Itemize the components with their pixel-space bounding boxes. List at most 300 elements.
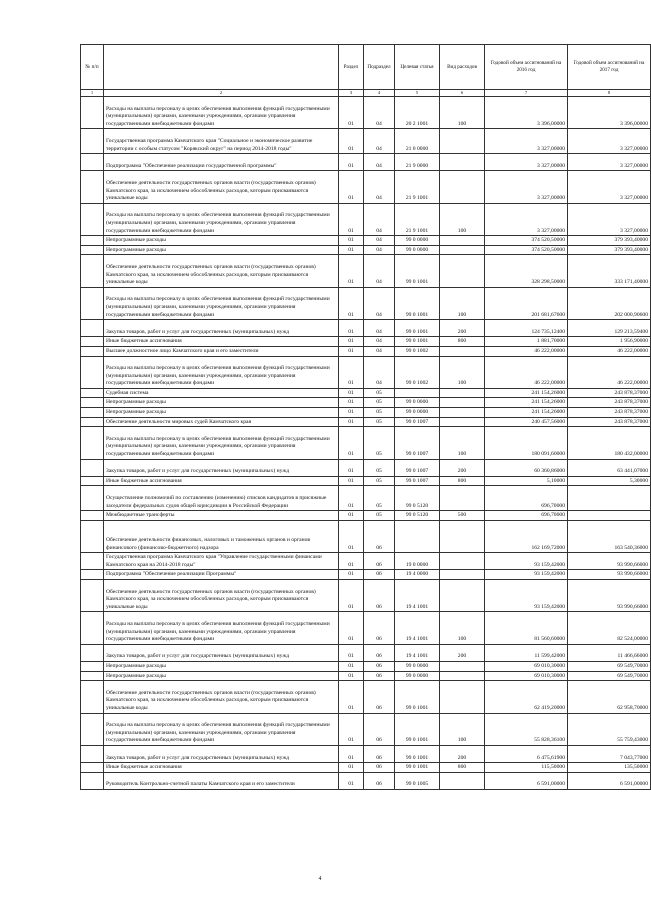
cell-name: Закупка товаров, работ и услуг для государственных (муниципальных) нужд [104,644,339,661]
cell-num [81,388,104,398]
cell-amount-2016: 55 828,36100 [485,713,568,745]
table-row [81,612,651,644]
cell-section: 01 [339,520,364,552]
table-row [81,97,651,129]
cell-amount-2017: 46 222,00000 [568,346,651,356]
cell-num [81,681,104,713]
cell-expense-type [440,553,485,570]
cell-num [81,129,104,154]
table-row [81,745,651,762]
cell-num [81,486,104,511]
cell-section: 01 [339,255,364,287]
cell-subsection: 04 [364,97,395,129]
cell-subsection: 06 [364,713,395,745]
cell-subsection: 04 [364,320,395,337]
cell-expense-type [440,681,485,713]
cell-section: 01 [339,236,364,246]
cell-amount-2017: 243 878,37000 [568,398,651,408]
cell-expense-type: 100 [440,612,485,644]
cell-amount-2016: 69 010,30000 [485,661,568,671]
cell-num [81,236,104,246]
cell-target-article: 19 4 1001 [395,644,440,661]
cell-target-article: 21 9 1001 [395,203,440,235]
cell-target-article: 99 0 0000 [395,671,440,681]
table-row [81,661,651,671]
column-number: 2 [104,90,339,97]
table-row [81,417,651,427]
cell-expense-type: 100 [440,203,485,235]
cell-subsection: 05 [364,388,395,398]
cell-num [81,713,104,745]
cell-amount-2017: 46 222,00000 [568,356,651,388]
cell-amount-2017: 62 958,70000 [568,681,651,713]
cell-name: Обеспечение деятельности финансовых, налоговых и таможенных органов и органов финансового (финансово-бюджетного) надзора [104,520,339,552]
cell-num [81,356,104,388]
cell-expense-type: 800 [440,337,485,347]
table-row [81,236,651,246]
cell-expense-type [440,398,485,408]
cell-amount-2017: 163 540,36000 [568,520,651,552]
cell-expense-type [440,772,485,789]
cell-amount-2016: 3 396,00000 [485,97,568,129]
cell-amount-2016: 6 475,61900 [485,745,568,762]
cell-amount-2017: 1 956,90000 [568,337,651,347]
cell-num [81,417,104,427]
table-row [81,154,651,171]
cell-amount-2016: 3 327,00000 [485,154,568,171]
cell-subsection: 04 [364,287,395,319]
cell-target-article: 21 9 1001 [395,171,440,203]
cell-expense-type: 200 [440,320,485,337]
cell-amount-2017: 3 327,00000 [568,129,651,154]
cell-section: 01 [339,763,364,773]
cell-name: Подпрограмма "Обеспечение реализации государственной программы" [104,154,339,171]
cell-target-article: 99 0 1001 [395,681,440,713]
cell-target-article: 99 0 0000 [395,408,440,418]
budget-table [80,44,651,790]
table-row [81,255,651,287]
cell-name: Государственная программа Камчатского края "Управление государственными финансами Камчатского края на 2014-2018 годы" [104,553,339,570]
cell-target-article: 21 9 0000 [395,154,440,171]
column-number-row [81,90,651,97]
table-row [81,171,651,203]
cell-num [81,671,104,681]
cell-name: Высшее должностное лицо Камчатского края и его заместители [104,346,339,356]
cell-name: Обеспечение деятельности государственных органов власти (государственных органов) Камчатского края, за исключением обособленных расходов, которым присваиваются уникальные коды [104,255,339,287]
cell-expense-type: 100 [440,713,485,745]
cell-expense-type [440,661,485,671]
cell-target-article: 99 0 1007 [395,427,440,459]
cell-section: 01 [339,203,364,235]
cell-section: 01 [339,570,364,580]
column-number: 5 [395,90,440,97]
cell-expense-type [440,486,485,511]
cell-name: Иные бюджетные ассигнования [104,476,339,486]
cell-target-article: 99 0 0000 [395,236,440,246]
cell-amount-2016: 328 298,50000 [485,255,568,287]
cell-target-article: 99 0 1002 [395,356,440,388]
cell-subsection: 05 [364,476,395,486]
cell-subsection: 06 [364,612,395,644]
cell-amount-2017: 243 878,37000 [568,388,651,398]
cell-expense-type [440,520,485,552]
cell-amount-2016: 241 154,26000 [485,408,568,418]
cell-num [81,553,104,570]
cell-amount-2017: 93 990,66000 [568,580,651,612]
cell-section: 01 [339,476,364,486]
cell-target-article: 99 0 1002 [395,346,440,356]
cell-amount-2017: 379 393,40000 [568,245,651,255]
column-number: 1 [81,90,104,97]
table-row [81,398,651,408]
header-num: № п/п [81,45,104,90]
cell-name: Непрограммные расходы [104,245,339,255]
cell-target-article [395,388,440,398]
cell-name: Обеспечение деятельности государственных органов власти (государственных органов) Камчатского края, за исключением обособленных расходов, которым присваиваются уникальные коды [104,171,339,203]
cell-target-article: 99 0 0000 [395,398,440,408]
cell-amount-2017: 69 549,70000 [568,661,651,671]
table-row [81,356,651,388]
table-row [81,203,651,235]
cell-name: Непрограммные расходы [104,408,339,418]
header-target: Целевая статья [395,45,440,90]
cell-name: Закупка товаров, работ и услуг для государственных (муниципальных) нужд [104,459,339,476]
cell-subsection: 05 [364,511,395,521]
cell-target-article: 99 0 1005 [395,772,440,789]
cell-expense-type [440,417,485,427]
table-row [81,644,651,661]
cell-amount-2017: 63 441,07000 [568,459,651,476]
cell-target-article: 99 0 0000 [395,661,440,671]
cell-target-article: 99 0 1001 [395,287,440,319]
cell-amount-2016: 180 091,60000 [485,427,568,459]
cell-num [81,763,104,773]
header-exptype: Вид расходов [440,45,485,90]
cell-amount-2016: 696,70000 [485,511,568,521]
table-row [81,772,651,789]
cell-section: 01 [339,171,364,203]
table-row [81,320,651,337]
cell-expense-type: 500 [440,511,485,521]
cell-num [81,570,104,580]
table-row [81,476,651,486]
cell-amount-2016: 69 010,30000 [485,671,568,681]
cell-expense-type: 200 [440,644,485,661]
column-number: 6 [440,90,485,97]
cell-amount-2016: 6 591,00000 [485,772,568,789]
cell-name: Расходы на выплаты персоналу в целях обеспечения выполнения функций государственными (муниципальными) органами, казенными учреждениями, органами управления государственными внебюджетными фондами [104,97,339,129]
cell-section: 01 [339,681,364,713]
header-2016: Годовой объем ассигнований на 2016 год [485,45,568,90]
cell-section: 01 [339,459,364,476]
cell-section: 01 [339,644,364,661]
cell-expense-type [440,236,485,246]
header-section: Раздел [339,45,364,90]
cell-name: Межбюджетные трансферты [104,511,339,521]
cell-subsection: 06 [364,763,395,773]
cell-amount-2016: 5,10000 [485,476,568,486]
cell-name: Подпрограмма "Обеспечение реализации Программы" [104,570,339,580]
cell-amount-2017: 82 524,00000 [568,612,651,644]
cell-amount-2016: 241 154,26000 [485,388,568,398]
cell-name: Расходы на выплаты персоналу в целях обеспечения выполнения функций государственными (муниципальными) органами, казенными учреждениями, органами управления государственными внебюджетными фондами [104,356,339,388]
cell-subsection: 04 [364,255,395,287]
cell-target-article: 99 0 1001 [395,745,440,762]
cell-section: 01 [339,745,364,762]
table-row [81,511,651,521]
cell-target-article: 99 0 1001 [395,337,440,347]
cell-target-article: 99 0 1001 [395,713,440,745]
table-row [81,346,651,356]
cell-section: 01 [339,580,364,612]
cell-amount-2017: 93 990,66000 [568,553,651,570]
cell-name: Государственная программа Камчатского края "Социальное и экономическое развитие территории с особым статусом "Корякский округ" на период 2014-2018 годы" [104,129,339,154]
cell-subsection: 06 [364,570,395,580]
table-row [81,287,651,319]
cell-name: Иные бюджетные ассигнования [104,763,339,773]
cell-amount-2017: 129 213,59400 [568,320,651,337]
cell-subsection: 06 [364,671,395,681]
cell-expense-type [440,346,485,356]
cell-subsection: 04 [364,356,395,388]
cell-section: 01 [339,661,364,671]
cell-expense-type [440,580,485,612]
cell-subsection: 04 [364,171,395,203]
page-number: 4 [318,876,322,882]
table-row [81,570,651,580]
cell-amount-2017: 3 396,00000 [568,97,651,129]
cell-num [81,520,104,552]
cell-amount-2017: 11 466,66000 [568,644,651,661]
cell-section: 01 [339,408,364,418]
cell-expense-type [440,570,485,580]
cell-subsection: 04 [364,203,395,235]
cell-subsection: 04 [364,129,395,154]
cell-amount-2017: 3 327,00000 [568,171,651,203]
cell-amount-2016: 201 681,67600 [485,287,568,319]
cell-amount-2016: 374 520,50000 [485,236,568,246]
cell-subsection: 06 [364,644,395,661]
cell-name: Непрограммные расходы [104,398,339,408]
cell-subsection: 06 [364,580,395,612]
cell-name: Закупка товаров, работ и услуг для государственных (муниципальных) нужд [104,320,339,337]
cell-section: 01 [339,772,364,789]
cell-num [81,337,104,347]
cell-amount-2017: 333 171,40000 [568,255,651,287]
table-row [81,486,651,511]
cell-amount-2016: 62 419,20000 [485,681,568,713]
cell-expense-type: 200 [440,745,485,762]
cell-name: Расходы на выплаты персоналу в целях обеспечения выполнения функций государственными (муниципальными) органами, казенными учреждениями, органами управления государственными внебюджетными фондами [104,612,339,644]
table-row [81,763,651,773]
column-number: 7 [485,90,568,97]
cell-amount-2017: 135,50000 [568,763,651,773]
cell-subsection: 05 [364,417,395,427]
table-row [81,388,651,398]
cell-target-article: 99 0 5120 [395,486,440,511]
cell-name: Непрограммные расходы [104,236,339,246]
cell-target-article: 19 4 1001 [395,612,440,644]
cell-num [81,245,104,255]
cell-target-article: 99 0 1007 [395,417,440,427]
cell-num [81,203,104,235]
cell-num [81,398,104,408]
table-row [81,713,651,745]
cell-expense-type [440,154,485,171]
cell-name: Обеспечение деятельности государственных органов власти (государственных органов) Камчатского края, за исключением обособленных расходов, которым присваиваются уникальные коды [104,681,339,713]
cell-subsection: 06 [364,553,395,570]
cell-subsection: 06 [364,745,395,762]
cell-name: Непрограммные расходы [104,671,339,681]
cell-subsection: 05 [364,398,395,408]
column-number: 4 [364,90,395,97]
cell-amount-2016: 3 327,00000 [485,203,568,235]
cell-target-article: 20 2 1001 [395,97,440,129]
cell-amount-2017: 3 327,00000 [568,203,651,235]
cell-amount-2016: 124 735,12400 [485,320,568,337]
cell-expense-type [440,255,485,287]
cell-subsection: 05 [364,486,395,511]
cell-amount-2016: 374 520,50000 [485,245,568,255]
cell-target-article: 19 4 1001 [395,580,440,612]
cell-num [81,476,104,486]
cell-amount-2017: 243 878,37000 [568,417,651,427]
cell-name: Расходы на выплаты персоналу в целях обеспечения выполнения функций государственными (муниципальными) органами, казенными учреждениями, органами управления государственными внебюджетными фондами [104,427,339,459]
cell-amount-2017: 69 549,70000 [568,671,651,681]
column-number: 8 [568,90,651,97]
cell-amount-2016: 696,70000 [485,486,568,511]
cell-amount-2016: 46 222,00000 [485,356,568,388]
table-row [81,459,651,476]
cell-target-article: 99 0 1007 [395,459,440,476]
cell-expense-type: 100 [440,97,485,129]
cell-section: 01 [339,553,364,570]
cell-name: Закупка товаров, работ и услуг для государственных (муниципальных) нужд [104,745,339,762]
cell-section: 01 [339,154,364,171]
cell-section: 01 [339,320,364,337]
table-row [81,681,651,713]
cell-num [81,287,104,319]
cell-num [81,459,104,476]
table-row [81,245,651,255]
cell-expense-type: 100 [440,427,485,459]
cell-section: 01 [339,511,364,521]
cell-amount-2017: 93 990,66000 [568,570,651,580]
cell-subsection: 04 [364,154,395,171]
table-row [81,553,651,570]
cell-target-article: 99 0 1001 [395,763,440,773]
cell-num [81,154,104,171]
cell-section: 01 [339,427,364,459]
cell-amount-2017: 379 393,40000 [568,236,651,246]
cell-section: 01 [339,713,364,745]
cell-num [81,612,104,644]
cell-expense-type [440,388,485,398]
cell-num [81,772,104,789]
cell-num [81,745,104,762]
cell-section: 01 [339,129,364,154]
cell-num [81,511,104,521]
cell-name: Обеспечение деятельности мировых судей Камчатского края [104,417,339,427]
cell-subsection: 04 [364,337,395,347]
cell-amount-2016: 241 154,26000 [485,398,568,408]
table-row [81,520,651,552]
cell-subsection: 04 [364,346,395,356]
cell-amount-2017: 202 000,90600 [568,287,651,319]
cell-section: 01 [339,486,364,511]
cell-amount-2016: 46 222,00000 [485,346,568,356]
cell-num [81,661,104,671]
cell-expense-type [440,671,485,681]
cell-amount-2016: 60 360,86000 [485,459,568,476]
table-row [81,671,651,681]
cell-amount-2017: 243 878,37000 [568,408,651,418]
cell-section: 01 [339,356,364,388]
cell-expense-type: 100 [440,287,485,319]
cell-section: 01 [339,388,364,398]
cell-expense-type: 200 [440,459,485,476]
cell-name: Расходы на выплаты персоналу в целях обеспечения выполнения функций государственными (муниципальными) органами, казенными учреждениями, органами управления государственными внебюджетными фондами [104,713,339,745]
cell-subsection: 05 [364,427,395,459]
column-number: 3 [339,90,364,97]
header-2017: Годовой объем ассигнований на 2017 год [568,45,651,90]
cell-num [81,255,104,287]
cell-subsection: 04 [364,236,395,246]
cell-amount-2017 [568,511,651,521]
cell-amount-2017: 5,30000 [568,476,651,486]
cell-subsection: 04 [364,245,395,255]
cell-amount-2016: 3 327,00000 [485,171,568,203]
cell-name: Судебная система [104,388,339,398]
cell-num [81,427,104,459]
cell-amount-2017: 6 591,00000 [568,772,651,789]
cell-target-article: 99 0 1001 [395,320,440,337]
cell-subsection: 05 [364,459,395,476]
cell-expense-type [440,408,485,418]
cell-subsection: 05 [364,408,395,418]
cell-amount-2016: 1 881,70000 [485,337,568,347]
cell-name: Иные бюджетные ассигнования [104,337,339,347]
table-header-row [81,45,651,90]
cell-amount-2016: 115,50000 [485,763,568,773]
cell-name: Расходы на выплаты персоналу в целях обеспечения выполнения функций государственными (муниципальными) органами, казенными учреждениями, органами управления государственными внебюджетными фондами [104,203,339,235]
table-body [81,97,651,790]
cell-num [81,644,104,661]
cell-amount-2016: 11 599,42000 [485,644,568,661]
cell-subsection: 06 [364,681,395,713]
cell-subsection: 06 [364,520,395,552]
cell-amount-2016: 93 159,42000 [485,570,568,580]
cell-target-article: 99 0 0000 [395,245,440,255]
cell-name: Обеспечение деятельности государственных органов власти (государственных органов) Камчатского края, за исключением обособленных расходов, которым присваиваются уникальные коды [104,580,339,612]
table-row [81,408,651,418]
cell-amount-2016: 93 159,42000 [485,580,568,612]
cell-amount-2016: 81 560,60000 [485,612,568,644]
table-row [81,427,651,459]
cell-amount-2017: 55 759,43000 [568,713,651,745]
cell-section: 01 [339,346,364,356]
cell-name: Расходы на выплаты персоналу в целях обеспечения выполнения функций государственными (муниципальными) органами, казенными учреждениями, органами управления государственными внебюджетными фондами [104,287,339,319]
cell-target-article: 21 0 0000 [395,129,440,154]
cell-expense-type [440,171,485,203]
table-row [81,129,651,154]
header-subsection: Подраздел [364,45,395,90]
cell-section: 01 [339,287,364,319]
cell-num [81,408,104,418]
cell-section: 01 [339,417,364,427]
cell-section: 01 [339,612,364,644]
cell-section: 01 [339,398,364,408]
